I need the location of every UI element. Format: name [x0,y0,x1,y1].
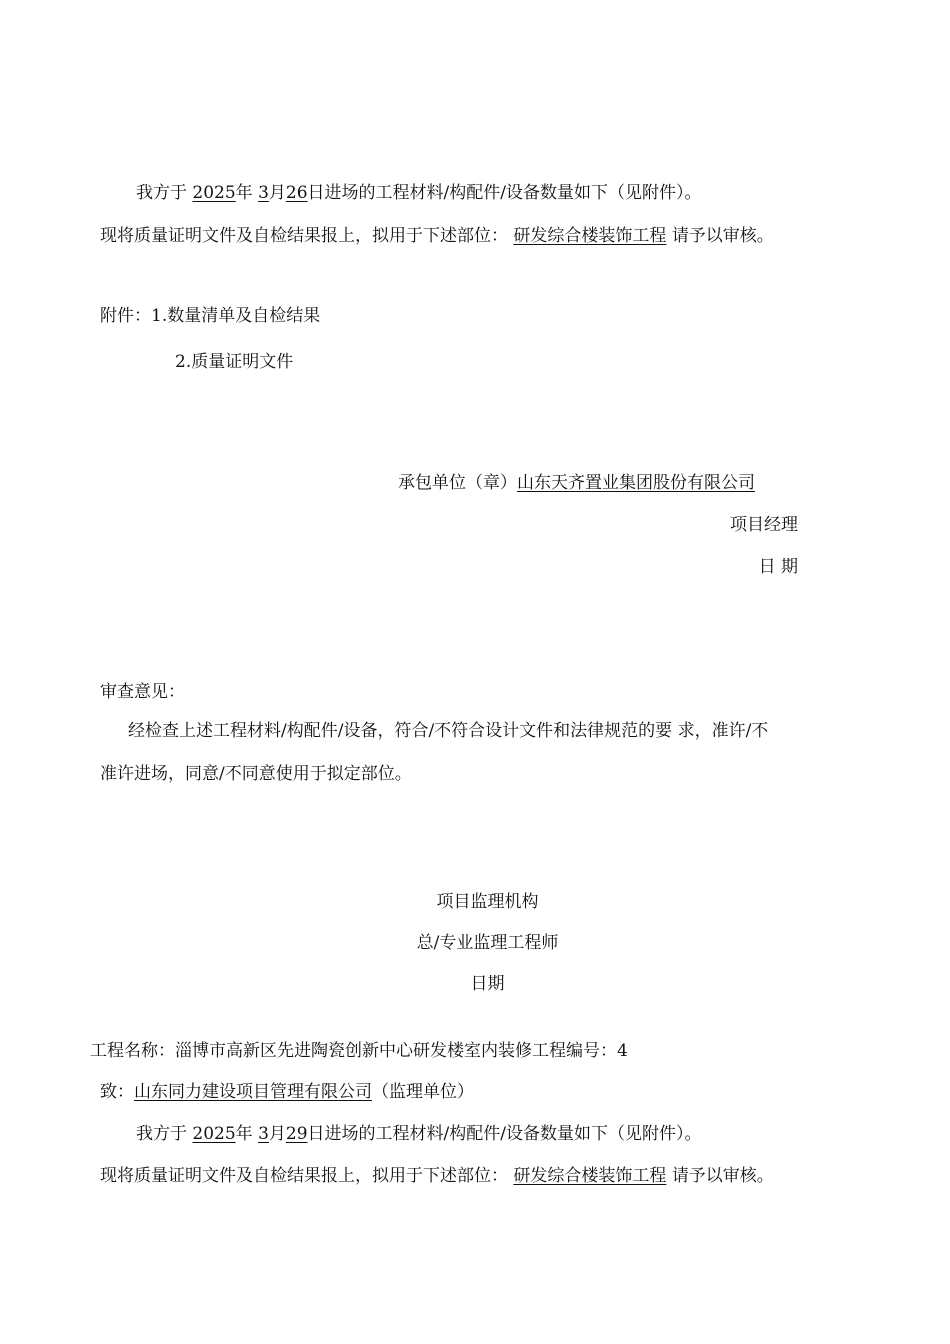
project-number-label: 编号： [566,1041,617,1061]
project-name: 淄博市高新区先进陶瓷创新中心研发楼室内装修工程 [175,1041,566,1061]
review-line-1: 经检查上述工程材料/构配件/设备，符合/不符合设计文件和法律规范的要 求，准许/不 [128,721,769,741]
purpose-line-2 [100,1164,774,1188]
to-name: 山东同力建设项目管理有限公司 [134,1082,372,1102]
supervision-engineer: 总/专业监理工程师 [416,933,559,953]
intro2-month: 3 [258,1124,269,1144]
contractor-name: 山东天齐置业集团股份有限公司 [517,473,755,493]
contractor-label: 承包单位（章） [398,473,517,493]
intro-prefix: 我方于 [136,183,187,203]
intro2-suffix: 日进场的工程材料/构配件/设备数量如下（见附件）。 [307,1124,702,1144]
intro2-prefix: 我方于 [136,1124,187,1144]
purpose-suffix: 请予以审核。 [671,226,774,246]
intro-month-unit: 月 [268,183,286,203]
to-label: 致： [100,1082,134,1102]
purpose2-prefix: 现将质量证明文件及自检结果报上，拟用于下述部位： [100,1166,508,1186]
purpose-line-1 [100,224,774,248]
intro-year: 2025 [192,183,236,203]
intro2-month-unit: 月 [268,1124,286,1144]
project-line [90,1039,628,1063]
project-number: 4 [617,1041,628,1061]
intro-suffix: 日进场的工程材料/构配件/设备数量如下（见附件）。 [307,183,702,203]
project-manager-label: 项目经理 [730,515,798,535]
attachment-item-2: 2.质量证明文件 [175,352,294,372]
supervision-org: 项目监理机构 [436,892,539,912]
purpose2-suffix: 请予以审核。 [671,1166,774,1186]
review-title: 审查意见： [100,682,185,702]
intro-month: 3 [258,183,269,203]
contractor-date-label: 日 期 [758,557,798,577]
purpose-location: 研发综合楼装饰工程 [513,226,667,246]
intro-line-1 [136,181,702,205]
supervision-date-label: 日期 [470,974,505,994]
review-line-2: 准许进场，同意/不同意使用于拟定部位。 [100,764,412,784]
intro-year-unit: 年 [235,183,253,203]
attachments-line [100,304,320,328]
purpose-prefix: 现将质量证明文件及自检结果报上，拟用于下述部位： [100,226,508,246]
to-line [100,1080,474,1104]
intro2-day: 29 [285,1124,308,1144]
intro-line-2 [136,1122,702,1146]
attachments-label: 附件： [100,306,151,326]
intro2-year: 2025 [192,1124,236,1144]
to-suffix: （监理单位） [372,1082,474,1102]
intro-day: 26 [285,183,308,203]
attachment-item-1: 1.数量清单及自检结果 [151,306,321,326]
project-label: 工程名称： [90,1041,175,1061]
intro2-year-unit: 年 [235,1124,253,1144]
contractor-line [398,471,755,495]
purpose2-location: 研发综合楼装饰工程 [513,1166,667,1186]
